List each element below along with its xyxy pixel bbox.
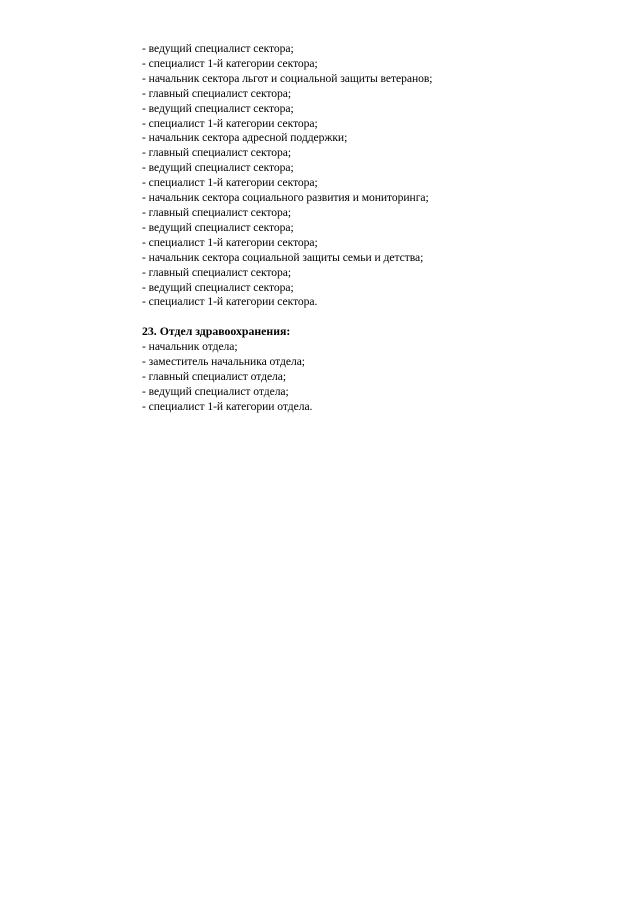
- list-item: - специалист 1-й категории сектора;: [142, 235, 318, 249]
- list-item: - ведущий специалист сектора;: [142, 220, 294, 234]
- list-item: - специалист 1-й категории сектора;: [142, 176, 318, 190]
- list-item: - начальник сектора льгот и социальной защиты ветеранов;: [142, 71, 433, 85]
- list-item: - начальник сектора социальной защиты семьи и детства;: [142, 250, 424, 264]
- list-item: - главный специалист сектора;: [142, 265, 292, 279]
- list-item: - главный специалист сектора;: [142, 86, 292, 100]
- list-item: - ведущий специалист сектора;: [142, 161, 294, 175]
- list-item: - ведущий специалист сектора;: [142, 101, 294, 115]
- list-item: - главный специалист отдела;: [142, 369, 287, 383]
- list-item: - начальник отдела;: [142, 340, 238, 353]
- list-item: - заместитель начальника отдела;: [142, 354, 305, 368]
- list-item: - специалист 1-й категории отдела.: [142, 399, 313, 413]
- list-item: - главный специалист сектора;: [142, 205, 292, 219]
- list-item: - начальник сектора адресной поддержки;: [142, 131, 348, 145]
- list-item: - специалист 1-й категории сектора;: [142, 116, 318, 130]
- list-item: - специалист 1-й категории сектора;: [142, 56, 318, 70]
- list-item: - ведущий специалист сектора;: [142, 280, 294, 294]
- list-item: - ведущий специалист сектора;: [142, 42, 294, 55]
- list-item: - ведущий специалист отдела;: [142, 384, 289, 398]
- section-health-department: [142, 324, 602, 415]
- list-item: - начальник сектора социального развития и мониторинга;: [142, 191, 429, 205]
- section-heading: 23. Отдел здравоохранения:: [142, 324, 291, 338]
- positions-list: [142, 42, 602, 310]
- list-item: - специалист 1-й категории сектора.: [142, 295, 318, 309]
- list-item: - главный специалист сектора;: [142, 146, 292, 160]
